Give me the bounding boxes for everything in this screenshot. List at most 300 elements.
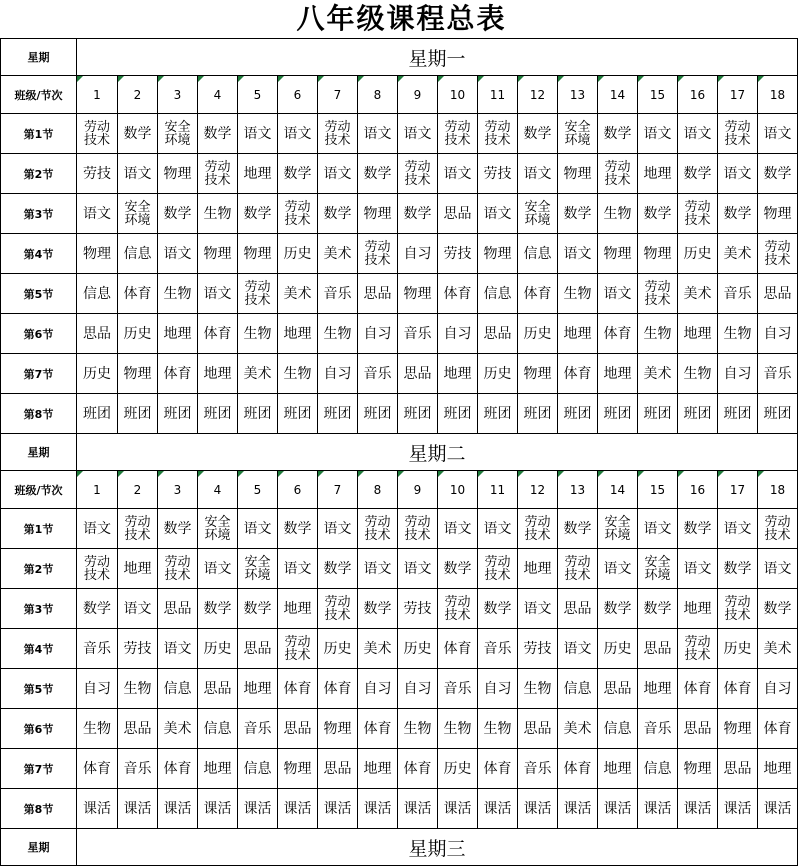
subject-cell[interactable] — [678, 394, 718, 434]
subject-cell[interactable] — [238, 354, 278, 394]
subject-cell[interactable] — [118, 709, 158, 749]
subject-cell[interactable] — [718, 234, 758, 274]
subject-cell[interactable] — [478, 234, 518, 274]
subject-cell[interactable] — [398, 154, 438, 194]
subject-cell[interactable] — [118, 314, 158, 354]
subject-cell[interactable] — [678, 509, 718, 549]
subject-cell[interactable] — [438, 709, 478, 749]
subject-cell[interactable] — [358, 114, 398, 154]
subject-cell[interactable] — [278, 709, 318, 749]
subject-cell[interactable] — [318, 274, 358, 314]
subject-cell[interactable] — [518, 749, 558, 789]
subject-cell[interactable] — [638, 709, 678, 749]
subject-cell[interactable] — [758, 709, 798, 749]
subject-cell[interactable] — [398, 354, 438, 394]
subject-cell[interactable] — [598, 194, 638, 234]
subject-cell[interactable] — [718, 709, 758, 749]
subject-cell[interactable] — [278, 394, 318, 434]
subject-cell[interactable] — [358, 194, 398, 234]
subject-cell[interactable] — [478, 354, 518, 394]
subject-cell[interactable] — [558, 234, 598, 274]
subject-cell[interactable] — [198, 194, 238, 234]
subject-cell[interactable] — [318, 394, 358, 434]
subject-cell[interactable] — [718, 749, 758, 789]
subject-cell[interactable] — [678, 549, 718, 589]
subject-cell[interactable] — [678, 314, 718, 354]
subject-cell[interactable] — [758, 589, 798, 629]
subject-cell[interactable] — [638, 789, 678, 829]
subject-cell[interactable] — [358, 589, 398, 629]
subject-cell[interactable] — [638, 629, 678, 669]
subject-cell[interactable] — [198, 669, 238, 709]
subject-cell[interactable] — [718, 114, 758, 154]
subject-cell[interactable] — [558, 394, 598, 434]
subject-cell[interactable] — [718, 549, 758, 589]
subject-cell[interactable] — [278, 194, 318, 234]
subject-cell[interactable] — [398, 589, 438, 629]
subject-cell[interactable] — [438, 789, 478, 829]
subject-cell[interactable] — [518, 549, 558, 589]
subject-cell[interactable] — [118, 749, 158, 789]
subject-cell[interactable] — [358, 154, 398, 194]
subject-cell[interactable] — [118, 114, 158, 154]
subject-cell[interactable] — [198, 589, 238, 629]
subject-cell[interactable] — [718, 589, 758, 629]
subject-cell[interactable] — [198, 154, 238, 194]
subject-cell[interactable] — [358, 394, 398, 434]
subject-cell[interactable] — [518, 394, 558, 434]
subject-cell[interactable] — [758, 789, 798, 829]
subject-cell[interactable] — [77, 154, 118, 194]
subject-cell[interactable] — [678, 354, 718, 394]
subject-cell[interactable] — [158, 114, 198, 154]
subject-cell[interactable] — [278, 234, 318, 274]
subject-cell[interactable] — [518, 154, 558, 194]
subject-cell[interactable] — [398, 314, 438, 354]
subject-cell[interactable] — [478, 789, 518, 829]
subject-cell[interactable] — [398, 749, 438, 789]
subject-text: 地理 — [683, 325, 712, 342]
subject-cell[interactable] — [118, 354, 158, 394]
subject-cell[interactable] — [718, 629, 758, 669]
subject-cell[interactable] — [518, 314, 558, 354]
subject-cell[interactable] — [278, 669, 318, 709]
subject-cell[interactable] — [678, 669, 718, 709]
subject-cell[interactable] — [358, 314, 398, 354]
subject-cell[interactable] — [238, 509, 278, 549]
subject-cell[interactable] — [118, 669, 158, 709]
subject-cell[interactable] — [558, 749, 598, 789]
subject-cell[interactable] — [438, 114, 478, 154]
subject-cell[interactable] — [758, 274, 798, 314]
subject-cell[interactable] — [718, 274, 758, 314]
subject-cell[interactable] — [558, 314, 598, 354]
subject-cell[interactable] — [198, 354, 238, 394]
subject-cell[interactable] — [598, 789, 638, 829]
subject-cell[interactable] — [198, 274, 238, 314]
subject-cell[interactable] — [718, 314, 758, 354]
subject-cell[interactable] — [438, 194, 478, 234]
subject-cell[interactable] — [718, 669, 758, 709]
subject-cell[interactable] — [718, 154, 758, 194]
subject-cell[interactable] — [638, 749, 678, 789]
subject-cell[interactable] — [758, 234, 798, 274]
subject-cell[interactable] — [558, 589, 598, 629]
subject-cell[interactable] — [678, 789, 718, 829]
subject-cell[interactable] — [718, 789, 758, 829]
subject-cell[interactable] — [398, 669, 438, 709]
subject-cell[interactable] — [638, 234, 678, 274]
subject-cell[interactable] — [718, 194, 758, 234]
subject-cell[interactable] — [118, 549, 158, 589]
subject-cell[interactable] — [438, 669, 478, 709]
subject-cell[interactable] — [278, 589, 318, 629]
subject-cell[interactable] — [318, 549, 358, 589]
subject-cell[interactable] — [758, 549, 798, 589]
subject-cell[interactable] — [358, 709, 398, 749]
subject-cell[interactable] — [358, 234, 398, 274]
subject-cell[interactable] — [358, 354, 398, 394]
subject-cell[interactable] — [398, 194, 438, 234]
subject-cell[interactable] — [518, 114, 558, 154]
subject-cell[interactable] — [318, 749, 358, 789]
subject-cell[interactable] — [398, 394, 438, 434]
subject-cell[interactable] — [118, 789, 158, 829]
subject-cell[interactable] — [198, 114, 238, 154]
subject-cell[interactable] — [278, 629, 318, 669]
subject-cell[interactable] — [758, 669, 798, 709]
subject-cell[interactable] — [638, 509, 678, 549]
subject-cell[interactable] — [118, 589, 158, 629]
subject-cell[interactable] — [478, 509, 518, 549]
subject-cell[interactable] — [678, 114, 718, 154]
subject-cell[interactable] — [238, 789, 278, 829]
subject-cell[interactable] — [198, 394, 238, 434]
subject-cell[interactable] — [478, 669, 518, 709]
subject-cell[interactable] — [758, 354, 798, 394]
subject-cell[interactable] — [318, 354, 358, 394]
subject-cell[interactable] — [678, 749, 718, 789]
subject-cell[interactable] — [77, 234, 118, 274]
subject-cell[interactable] — [478, 394, 518, 434]
subject-cell[interactable] — [558, 114, 598, 154]
subject-cell[interactable] — [438, 589, 478, 629]
subject-cell[interactable] — [158, 154, 198, 194]
subject-cell[interactable] — [598, 314, 638, 354]
subject-cell[interactable] — [238, 114, 278, 154]
subject-cell[interactable] — [638, 549, 678, 589]
subject-cell[interactable] — [758, 194, 798, 234]
subject-cell[interactable] — [478, 194, 518, 234]
subject-cell[interactable] — [358, 274, 398, 314]
subject-cell[interactable] — [278, 314, 318, 354]
subject-cell[interactable] — [198, 549, 238, 589]
subject-cell[interactable] — [238, 589, 278, 629]
subject-cell[interactable] — [678, 194, 718, 234]
subject-cell[interactable] — [198, 314, 238, 354]
subject-cell[interactable] — [198, 234, 238, 274]
subject-cell[interactable] — [638, 154, 678, 194]
subject-cell[interactable] — [438, 234, 478, 274]
subject-cell[interactable] — [158, 394, 198, 434]
subject-cell[interactable] — [438, 629, 478, 669]
subject-cell[interactable] — [638, 114, 678, 154]
subject-cell[interactable] — [158, 749, 198, 789]
subject-cell[interactable] — [758, 629, 798, 669]
subject-cell[interactable] — [77, 589, 118, 629]
subject-cell[interactable] — [278, 749, 318, 789]
subject-cell[interactable] — [718, 354, 758, 394]
subject-cell[interactable] — [278, 789, 318, 829]
subject-cell[interactable] — [438, 314, 478, 354]
subject-cell[interactable] — [318, 314, 358, 354]
subject-cell[interactable] — [158, 669, 198, 709]
subject-cell[interactable] — [478, 749, 518, 789]
subject-cell[interactable] — [278, 549, 318, 589]
subject-cell[interactable] — [758, 394, 798, 434]
subject-cell[interactable] — [718, 394, 758, 434]
subject-cell[interactable] — [758, 509, 798, 549]
subject-cell[interactable] — [638, 274, 678, 314]
subject-cell[interactable] — [438, 749, 478, 789]
subject-cell[interactable] — [77, 749, 118, 789]
subject-cell[interactable] — [158, 274, 198, 314]
subject-cell[interactable] — [318, 629, 358, 669]
subject-cell[interactable] — [318, 789, 358, 829]
subject-cell[interactable] — [478, 549, 518, 589]
subject-cell[interactable] — [518, 789, 558, 829]
subject-cell[interactable] — [518, 234, 558, 274]
subject-cell[interactable] — [77, 669, 118, 709]
subject-cell[interactable] — [77, 114, 118, 154]
subject-cell[interactable] — [77, 274, 118, 314]
subject-text: 地理 — [203, 760, 232, 777]
subject-text: 思品 — [83, 325, 111, 342]
subject-cell[interactable] — [278, 154, 318, 194]
subject-cell[interactable] — [558, 354, 598, 394]
subject-cell[interactable] — [118, 194, 158, 234]
subject-cell[interactable] — [478, 709, 518, 749]
subject-cell[interactable] — [278, 274, 318, 314]
subject-cell[interactable] — [238, 549, 278, 589]
subject-cell[interactable] — [478, 114, 518, 154]
subject-cell[interactable] — [758, 749, 798, 789]
subject-cell[interactable] — [518, 194, 558, 234]
subject-cell[interactable] — [278, 354, 318, 394]
subject-cell[interactable] — [158, 789, 198, 829]
subject-cell[interactable] — [77, 709, 118, 749]
subject-text: 劳动技术 — [644, 279, 671, 308]
subject-cell[interactable] — [158, 354, 198, 394]
subject-cell[interactable] — [638, 394, 678, 434]
subject-text: 班团 — [683, 405, 712, 422]
subject-cell[interactable] — [678, 629, 718, 669]
subject-cell[interactable] — [158, 234, 198, 274]
subject-cell[interactable] — [598, 629, 638, 669]
subject-cell[interactable] — [758, 314, 798, 354]
period-row — [1, 509, 798, 549]
subject-cell[interactable] — [478, 154, 518, 194]
subject-cell[interactable] — [398, 709, 438, 749]
subject-cell[interactable] — [158, 509, 198, 549]
subject-cell[interactable] — [598, 394, 638, 434]
subject-cell[interactable] — [198, 509, 238, 549]
subject-cell[interactable] — [598, 749, 638, 789]
subject-cell[interactable] — [358, 749, 398, 789]
subject-cell[interactable] — [758, 154, 798, 194]
subject-cell[interactable] — [558, 789, 598, 829]
subject-cell[interactable] — [478, 274, 518, 314]
subject-cell[interactable] — [238, 234, 278, 274]
subject-cell[interactable] — [438, 274, 478, 314]
subject-cell[interactable] — [558, 274, 598, 314]
subject-cell[interactable] — [598, 154, 638, 194]
subject-cell[interactable] — [598, 669, 638, 709]
subject-cell[interactable] — [438, 394, 478, 434]
subject-cell[interactable] — [158, 194, 198, 234]
subject-cell[interactable] — [598, 589, 638, 629]
subject-cell[interactable] — [358, 509, 398, 549]
subject-cell[interactable] — [518, 274, 558, 314]
subject-cell[interactable] — [118, 274, 158, 314]
subject-cell[interactable] — [198, 749, 238, 789]
subject-cell[interactable] — [398, 234, 438, 274]
subject-cell[interactable] — [398, 274, 438, 314]
subject-cell[interactable] — [77, 314, 118, 354]
subject-cell[interactable] — [398, 509, 438, 549]
subject-cell[interactable] — [518, 509, 558, 549]
period-row — [1, 549, 798, 589]
subject-cell[interactable] — [678, 234, 718, 274]
subject-cell[interactable] — [678, 154, 718, 194]
subject-cell[interactable] — [678, 274, 718, 314]
subject-cell[interactable] — [118, 509, 158, 549]
class-number: 10 — [438, 471, 478, 509]
subject-cell[interactable] — [638, 669, 678, 709]
subject-cell[interactable] — [238, 314, 278, 354]
subject-cell[interactable] — [518, 354, 558, 394]
subject-cell[interactable] — [598, 114, 638, 154]
subject-cell[interactable] — [518, 709, 558, 749]
subject-cell[interactable] — [198, 629, 238, 669]
subject-cell[interactable] — [638, 354, 678, 394]
subject-cell[interactable] — [318, 194, 358, 234]
subject-cell[interactable] — [598, 509, 638, 549]
subject-text: 语文 — [203, 285, 232, 302]
subject-cell[interactable] — [558, 549, 598, 589]
subject-text: 劳动技术 — [284, 199, 311, 228]
subject-cell[interactable] — [77, 789, 118, 829]
subject-cell[interactable] — [318, 669, 358, 709]
subject-cell[interactable] — [558, 154, 598, 194]
subject-cell[interactable] — [238, 274, 278, 314]
subject-cell[interactable] — [358, 669, 398, 709]
subject-cell[interactable] — [158, 314, 198, 354]
subject-cell[interactable] — [398, 789, 438, 829]
subject-cell[interactable] — [318, 234, 358, 274]
subject-cell[interactable] — [558, 669, 598, 709]
subject-cell[interactable] — [558, 194, 598, 234]
subject-cell[interactable] — [638, 314, 678, 354]
day-name: 星期二 — [77, 434, 798, 471]
subject-cell[interactable] — [77, 509, 118, 549]
subject-cell[interactable] — [478, 314, 518, 354]
subject-cell[interactable] — [118, 394, 158, 434]
subject-cell[interactable] — [598, 274, 638, 314]
subject-cell[interactable] — [398, 629, 438, 669]
subject-cell[interactable] — [518, 629, 558, 669]
subject-cell[interactable] — [438, 354, 478, 394]
subject-cell[interactable] — [358, 549, 398, 589]
subject-cell[interactable] — [318, 709, 358, 749]
subject-cell[interactable] — [238, 394, 278, 434]
subject-cell[interactable] — [198, 789, 238, 829]
subject-text: 语文 — [483, 205, 512, 222]
subject-cell[interactable] — [478, 589, 518, 629]
subject-cell[interactable] — [238, 154, 278, 194]
subject-cell[interactable] — [77, 629, 118, 669]
subject-cell[interactable] — [438, 154, 478, 194]
subject-cell[interactable] — [238, 194, 278, 234]
subject-cell[interactable] — [318, 114, 358, 154]
subject-cell[interactable] — [158, 549, 198, 589]
subject-cell[interactable] — [158, 709, 198, 749]
subject-cell[interactable] — [238, 629, 278, 669]
subject-cell[interactable] — [77, 549, 118, 589]
subject-cell[interactable] — [318, 509, 358, 549]
subject-cell[interactable] — [558, 509, 598, 549]
subject-cell[interactable] — [238, 709, 278, 749]
subject-cell[interactable] — [438, 549, 478, 589]
subject-cell[interactable] — [678, 709, 718, 749]
subject-cell[interactable] — [278, 114, 318, 154]
subject-cell[interactable] — [478, 629, 518, 669]
subject-cell[interactable] — [318, 154, 358, 194]
subject-cell[interactable] — [158, 629, 198, 669]
subject-cell[interactable] — [318, 589, 358, 629]
subject-cell[interactable] — [598, 354, 638, 394]
subject-cell[interactable] — [158, 589, 198, 629]
subject-cell[interactable] — [518, 669, 558, 709]
subject-cell[interactable] — [598, 549, 638, 589]
subject-cell[interactable] — [118, 234, 158, 274]
subject-cell[interactable] — [77, 394, 118, 434]
subject-cell[interactable] — [718, 509, 758, 549]
subject-cell[interactable] — [558, 709, 598, 749]
subject-cell[interactable] — [678, 589, 718, 629]
subject-cell[interactable] — [238, 669, 278, 709]
subject-cell[interactable] — [598, 709, 638, 749]
subject-cell[interactable] — [758, 114, 798, 154]
subject-cell[interactable] — [238, 749, 278, 789]
subject-cell[interactable] — [358, 629, 398, 669]
subject-cell[interactable] — [518, 589, 558, 629]
subject-cell[interactable] — [77, 354, 118, 394]
subject-cell[interactable] — [278, 509, 318, 549]
subject-cell[interactable] — [198, 709, 238, 749]
subject-cell[interactable] — [638, 589, 678, 629]
subject-cell[interactable] — [558, 629, 598, 669]
subject-cell[interactable] — [118, 154, 158, 194]
subject-cell[interactable] — [638, 194, 678, 234]
subject-cell[interactable] — [438, 509, 478, 549]
subject-cell[interactable] — [598, 234, 638, 274]
subject-cell[interactable] — [358, 789, 398, 829]
subject-cell[interactable] — [398, 549, 438, 589]
subject-cell[interactable] — [77, 194, 118, 234]
subject-cell[interactable] — [398, 114, 438, 154]
subject-cell[interactable] — [118, 629, 158, 669]
